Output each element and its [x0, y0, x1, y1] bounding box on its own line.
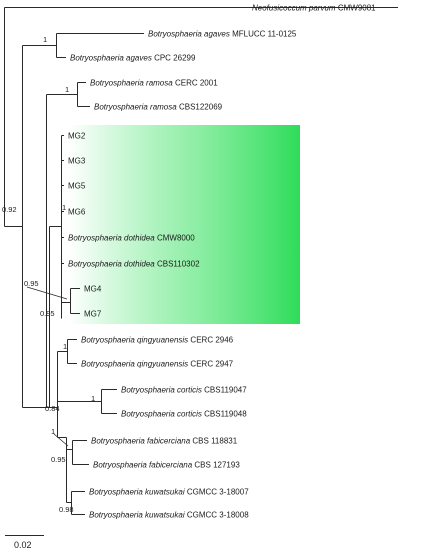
support-value: 0.95	[24, 279, 39, 288]
clade-highlight-box	[69, 125, 300, 324]
leaf-label: Botryosphaeria agaves CPC 26299	[70, 53, 196, 63]
support-value: 0.95	[40, 309, 55, 318]
leaf-label: Botryosphaeria ramosa CERC 2001	[90, 78, 218, 88]
scale-bar	[5, 536, 44, 550]
leaf-label: MG4	[84, 284, 102, 294]
support-value: 0.92	[2, 205, 17, 214]
support-value: 1	[63, 342, 68, 351]
support-value: 0.98	[59, 505, 74, 514]
leaf-label: Botryosphaeria kuwatsukai CGMCC 3-18007	[89, 487, 249, 497]
leaf-label: Botryosphaeria fabicerciana CBS 127193	[93, 460, 240, 470]
leaf-label: Botryosphaeria dothidea CMW8000	[68, 233, 195, 243]
scale-bar-label: 0.02	[14, 540, 32, 550]
leaf-label: Botryosphaeria agaves MFLUCC 11-0125	[148, 29, 297, 39]
support-value: 1	[43, 35, 48, 44]
leaf-label: Botryosphaeria fabicerciana CBS 118831	[91, 436, 238, 446]
support-value: 1	[91, 394, 96, 403]
pointer-fabicerciana	[54, 434, 68, 446]
leaf-label: MG3	[68, 156, 86, 166]
leaf-label: Botryosphaeria kuwatsukai CGMCC 3-18008	[89, 510, 249, 520]
support-value: 1	[51, 427, 56, 436]
leaf-label: Botryosphaeria qingyuanensis CERC 2946	[81, 335, 234, 345]
leaf-label: Botryosphaeria qingyuanensis CERC 2947	[81, 359, 234, 369]
support-value: 1	[65, 85, 70, 94]
leaf-label: Botryosphaeria corticis CBS119048	[121, 409, 247, 419]
leaf-label: Neofusicoccum parvum CMW9081	[252, 3, 376, 13]
support-value: 1	[62, 203, 67, 212]
leaf-label: MG7	[84, 309, 102, 319]
leaf-label: Botryosphaeria ramosa CBS122069	[94, 102, 223, 112]
leaf-label: MG2	[68, 131, 86, 141]
leaf-label: Botryosphaeria dothidea CBS110302	[68, 259, 200, 269]
leaf-label: MG5	[68, 181, 86, 191]
support-value: 0.84	[45, 404, 60, 413]
leaf-label: MG6	[68, 207, 86, 217]
support-value: 0.95	[51, 455, 66, 464]
leaf-label: Botryosphaeria corticis CBS119047	[121, 385, 247, 395]
